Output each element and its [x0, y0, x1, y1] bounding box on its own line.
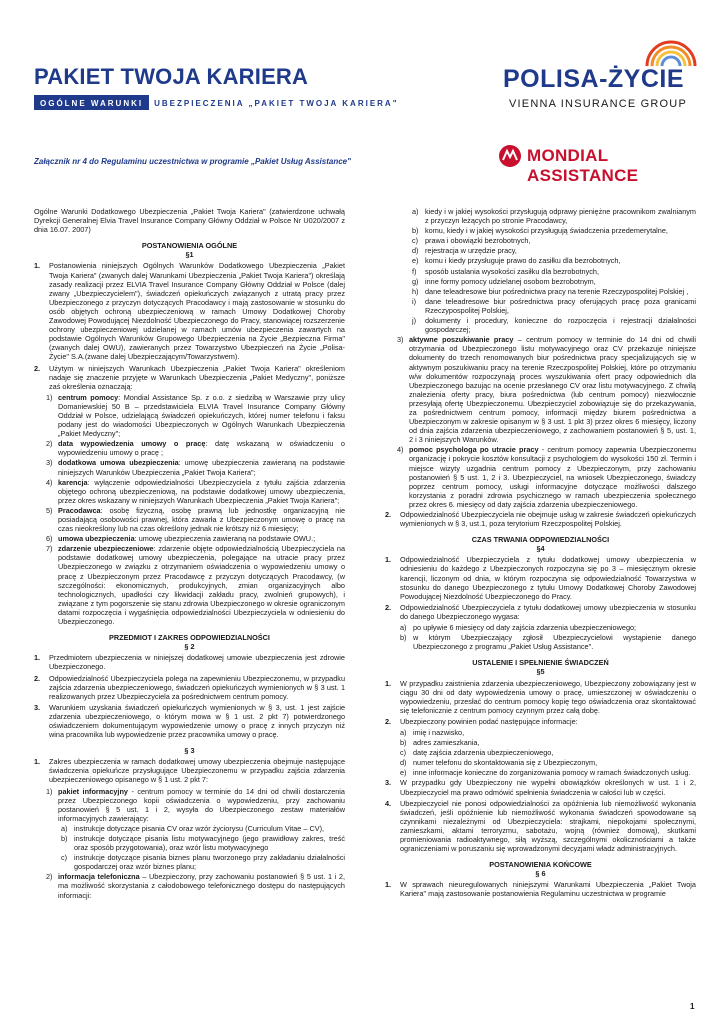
definition-item: 3) dodatkowa umowa ubezpieczenia: umowę ubezpieczenia zawieraną na podstawie niniejszych Warunków Ubezpieczenia „Pakiet Twoja Kariera"; [46, 458, 345, 477]
mondial-emblem-icon [498, 144, 522, 168]
subtitle-rest: UBEZPIECZENIA „PAKIET TWOJA KARIERA" [154, 99, 399, 108]
section-title: PRZEDMIOT I ZAKRES ODPOWIEDZIALNOŚCI [109, 633, 270, 643]
letter-item: j) dokumenty i procedury, konieczne do rozpoczęcia i rejestracji działalności gospodarczej; [412, 316, 696, 335]
numbered-item: 2. Odpowiedzialność Ubezpieczyciela z tytułu dodatkowej umowy ubezpieczenia w stosunku do danego Ubezpieczonego wygasa: [385, 602, 696, 621]
section-heading [34, 746, 345, 755]
page-number: 1 [690, 1002, 695, 1011]
letter-item: g) inne formy pomocy udzielanej osobom bezrobotnym, [412, 276, 596, 286]
left-column [34, 207, 345, 901]
definition-item: 1) pakiet informacyjny - centrum pomocy w terminie do 14 dni od chwili dostarczenia przez Ubezpieczonego kopii oświadczenia o wypowiedzeniu, przy zachowaniu postanowień § 5 ust. 1 i 2, wysyła do Ubezpieczonego zestaw materiałów informacyjnych zawierający: [46, 786, 345, 823]
numbered-item: 1. Przedmiotem ubezpieczenia w niniejszej dodatkowej umowie ubezpieczenia jest zdrowie Ubezpieczonego. [34, 653, 345, 672]
definition-item: 3) aktywne poszukiwanie pracy – centrum pomocy w terminie do 14 dni od chwili otrzymania od Ubezpieczonego listu motywacyjnego oraz CV przekazuje niniejsze dokumenty do trzech renomowanych biur pośrednictwa pracy specjalizujących się w aktywnym poszukiwaniu pracy na terenie Rzeczpospolitej Polskiej, które po otrzymaniu w/w dokumentów rozpoczynają proces wyszukiwania ofert pracy odpowiednich dla Ubezpieczonego bazując na ocenie przesłanego CV oraz listu motywacyjnego. Z chwilą znalezienia oferty pracy, biura pośrednictwa (lub centrum pomocy) niezwłocznie przesyłają ofertę Ubezpieczonemu. Ubezpieczyciel zobowiązuje się do przekazywania, za pośrednictwem centrum pomocy, informacji między biurem pośrednictwa a Ubezpieczonym w zakresie opisanym w § 3 ust. 1 pkt 3) przez okres 6 miesięcy, liczony od dnia zajścia zdarzenia ubezpieczeniowego, z zachowaniem postanowień § 5, ust. 1, 2 i 3 niniejszych Warunków. [397, 335, 696, 445]
letter-item: d) rejestracja w urzędzie pracy, [412, 246, 517, 256]
numbered-item: 1. Zakres ubezpieczenia w ramach dodatkowej umowy ubezpieczenia obejmuje następujące świadczenia opiekuńcze przysługujące Ubezpieczonemu w przypadku zajścia zdarzenia ubezpieczeniowego opisanego w § 1 ust. 2 pkt 7: [34, 757, 345, 785]
letter-item: c) datę zajścia zdarzenia ubezpieczeniowego, [400, 748, 554, 758]
letter-item: f) sposób ustalania wysokości zasiłku dla bezrobotnych, [412, 266, 600, 276]
section-number: § 6 [535, 869, 546, 879]
definition-item: 2) informacja telefoniczna – Ubezpieczony, przy zachowaniu postanowień § 5 ust. 1 i 2, ma możliwość skorzystania z całodobowego telefonicznego dostępu do następujących informacji: [46, 872, 345, 900]
letter-item: a) instrukcje dotyczące pisania CV oraz wzór życiorysu (Curriculum Vitae – CV), [61, 823, 325, 833]
definition-item: 5) Pracodawca: osobę fizyczną, osobę prawną lub jednostkę organizacyjną nie posiadającą osobowości prawnej, która zawarła z Ubezpieczonym umowę o pracę na czas nieokreślony lub na czas określony jednak nie krótszy niż 6 miesięcy; [46, 505, 345, 534]
numbered-item: 3. Warunkiem uzyskania świadczeń opiekuńczych wymienionych w § 3, ust. 1 jest zajście zdarzenia ubezpieczeniowego, o którym mowa w § 1 ust. 2 pkt 7) potwierdzonego oświadczeniem dokumentującym wypowiedzenie umowy o pracę z innych przyczyn niż wina pracownika lub wypowiedzenie przez pracownika umowy o pracę. [34, 702, 345, 740]
numbered-item: 2. Użytym w niniejszych Warunkach Ubezpieczenia „Pakiet Twoja Kariera" określeniom nadaje się znaczenie przyjęte w Warunkach Ubezpieczenia „Pakiet Medyczny", poniższe zaś określenia oznaczają: [34, 363, 345, 391]
section-heading [385, 535, 696, 553]
section-number: § 2 [184, 642, 195, 652]
numbered-item: 4. Ubezpieczyciel nie ponosi odpowiedzialności za opóźnienia lub niemożliwość wykonania świadczeń, jeśli opóźnienie lub niemożliwość wykonania świadczeń spowodowane są czynnikami niezależnymi od Ubezpieczyciela: strajkami, niepokojami społecznymi, zamieszkami, aktami terroryzmu, sabotażu, wojną (również domową), skutkami promieniowania radioaktywnego, siłą wyższą, szczególnymi okolicznościami a także ograniczeniami w poruszaniu się wprowadzonymi decyzjami władz administracyjnych. [385, 798, 696, 854]
definition-item: 7) zdarzenie ubezpieczeniowe: zdarzenie objęte odpowiedzialnością Ubezpieczyciela na podstawie dodatkowej umowy ubezpieczenia, polegające na utracie pracy przez Ubezpieczonego w związku z otrzymaniem oświadczenia o wypowiedzeniu umowy o pracę z Ubezpieczonym przez Pracodawcę z przyczyn dotyczących Pracodawcy, (w szczególności: ekonomicznych, produkcyjnych, zmian organizacyjnych albo technologicznych, upadłości czy likwidacji zakładu pracy, zwolnień grupowych), i związane z tym pogorszenie się stanu zdrowia Ubezpieczonego w okresie ograniczonym datami rozpoczęcia i wygaśnięcia odpowiedzialności Ubezpieczyciela w odniesieniu do Ubezpieczonego. [46, 544, 345, 627]
definition-item: 4) karencja: wyłączenie odpowiedzialności Ubezpieczyciela z tytułu zajścia zdarzenia objętego ochroną ubezpieczeniową, na podstawie dodatkowej umowy ubezpieczenia, przez okres wskazany w niniejszych Warunkach Ubezpieczenia „Pakiet Twoja Kariera"; [46, 477, 345, 505]
letter-item: c) instrukcje dotyczące pisania biznes planu tworzonego przy zakładaniu działalności gospodarczej oraz wzór biznes planu; [61, 853, 345, 872]
letter-item: a) imię i nazwisko, [400, 727, 465, 737]
letter-item: b) adres zamieszkania, [400, 738, 480, 748]
letter-item: b) instrukcje dotyczące pisania listu motywacyjnego (jego prawidłowy zakres, treść oraz sposób przygotowania), oraz wzór listu motywacyjnego [61, 834, 345, 853]
numbered-item: 1. W przypadku zaistnienia zdarzenia ubezpieczeniowego, Ubezpieczony zobowiązany jest w ciągu 30 dni od daty wypowiedzenia umowy o pracę, umieszczonej w oświadczeniu o wypowiedzeniu, przesłać do centrum pomocy kopię tego oświadczenia oraz skontaktować się telefonicznie z centrum pomocy czynnym przez całą dobę. [385, 678, 696, 715]
mondial-logo-text: MONDIAL ASSISTANCE [527, 146, 639, 185]
section-number: § 3 [184, 746, 195, 756]
right-column [385, 207, 696, 901]
intro-paragraph: Ogólne Warunki Dodatkowego Ubezpieczenia „Pakiet Twoja Kariera" (zatwierdzone uchwałą Dyrekcji Generalnej Elvia Travel Insurance Company Główny Oddział w Polsce Nr U020/2007 z dnia 16.07. 2007) [34, 207, 345, 235]
document-subtitle [34, 95, 399, 110]
letter-item: e) inne informacje konieczne do zorganizowania pomocy w ramach świadczonych usług. [400, 768, 691, 778]
letter-item: b) komu, kiedy i w jakiej wysokości przysługują świadczenia przedemerytalne, [412, 226, 668, 236]
definition-item: 2) data wypowiedzenia umowy o pracę: datę wskazaną w oświadczeniu o wypowiedzeniu umowy o pracę ; [46, 439, 345, 458]
letter-item: h) dane teleadresowe biur pośrednictwa pracy na terenie Rzeczypospolitej Polskiej , [412, 286, 689, 296]
section-title: CZAS TRWANIA ODPOWIEDZIALNOŚCI [471, 535, 610, 545]
letter-item: b) w którym Ubezpieczający zgłosił Ubezpieczycielowi wystąpienie danego Ubezpieczonego z programu „Pakiet Usług Assistance". [400, 633, 696, 652]
numbered-item: 1. W sprawach nieuregulowanych niniejszymi Warunkami Ubezpieczenia „Pakiet Twoja Kariera" mają zastosowanie postanowienia Regulaminu uczestnictwa w programie [385, 880, 696, 899]
mondial-assistance-logo [498, 144, 708, 185]
section-heading [34, 241, 345, 259]
definition-item: 1) centrum pomocy: Mondial Assistance Sp. z o.o. z siedzibą w Warszawie przy ulicy Domaniewskiej 50 B – przedstawiciela ELVIA Travel Insurance Company Główny Oddział w Polsce, udzielającą świadczeń opiekuńczych, której numer telefonu i faksu podany jest do wiadomości Ubezpieczonych w Ogólnych Warunkach Ubezpieczenia „Pakiet Medyczny"; [46, 392, 346, 439]
numbered-item: 3. W przypadku gdy Ubezpieczony nie wypełni obowiązków określonych w ust. 1 i 2, Ubezpieczyciel ma prawo odmówić spełnienia świadczenia w całości lub w części. [385, 778, 696, 797]
numbered-item: 2. Odpowiedzialność Ubezpieczyciela nie obejmuje usług w zakresie świadczeń opiekuńczych wymienionych w § 3, ust.1, poza terytorium Rzeczpospolitej Polskiej. [385, 510, 696, 529]
section-title: USTALENIE I SPEŁNIENIE ŚWIADCZEŃ [472, 658, 609, 668]
letter-item: a) po upływie 6 miesięcy od daty zajścia zdarzenia ubezpieczeniowego; [400, 623, 637, 633]
section-number: §1 [185, 250, 194, 260]
polisa-zycie-logo [503, 40, 703, 116]
section-title: POSTANOWIENIA OGÓLNE [141, 241, 238, 251]
section-title: POSTANOWIENIA KOŃCOWE [489, 860, 592, 870]
section-number: §5 [536, 667, 545, 677]
section-number: §4 [536, 544, 545, 554]
definition-item: 4) pomoc psychologa po utracie pracy - centrum pomocy zapewnia Ubezpieczonemu organizację i pokrycie kosztów konsultacji z psychologiem do wysokości 150 zł. Termin i miejsce wizyty uzgadnia centrum pomocy z Ubezpieczonym, przy zachowaniu postanowień § 5 ust. 1, 2 i 3. Ubezpieczyciel, na wniosek Ubezpieczonego, świadczy poprzez centrum pomocy, usługi informacyjne dotyczące możliwości dalszego korzystania z poradni zdrowia psychicznego w ramach ubezpieczenia społecznego przez okres 6. miesięcy od daty zajścia zdarzenia ubezpieczeniowego. [397, 445, 697, 509]
numbered-item: 1. Odpowiedzialność Ubezpieczyciela z tytułu dodatkowej umowy ubezpieczenia w odniesieniu do każdego z Ubezpieczonych rozpoczyna się po 3 – miesięcznym okresie karencji, liczonym od dnia, w którym rozpoczyna się odpowiedzialność Towarzystwa w stosunku do danego Ubezpieczonego z tytułu Umowy Dodatkowej Choroby Zawodowej Powodującej Niezdolność Ubezpieczonego do Pracy. [385, 555, 696, 601]
document-header [0, 0, 725, 185]
polisa-logo-text: POLISA-ŻYCIE [503, 65, 685, 93]
numbered-item: 2. Ubezpieczony powinien podać następujące informacje: [385, 716, 578, 726]
section-heading [385, 860, 696, 878]
numbered-item: 1. Postanowienia niniejszych Ogólnych Warunków Dodatkowego Ubezpieczenia „Pakiet Twoja Kariera" (zwanych dalej Warunkami Ubezpieczenia „Pakiet Twoja Kariera") określają zasady realizacji przez ELVIA Travel Insurance Company Główny Oddział w Polsce (dalej zwany „Ubezpieczycielem"), świadczeń opiekuńczych związanych z utratą pracy przez Ubezpieczonego z przyczyn dotyczących Pracodawcy i mają zastosowanie w stosunku do osób objętych ochroną ubezpieczeniową w ramach Umowy Dodatkowej Choroby Zawodowej Powodującej Niezdolność Ubezpieczonego do Pracy, stanowiącej rozszerzenie ochrony ubezpieczeniowej udzielanej w ramach umów ubezpieczenia zawartych na podstawie Ogólnych Warunków Grupowego Ubezpieczenia na Życie „Bezpieczna Firma" (zwanych dalej OWU), zawieranych przez Towarzystwo Ubezpieczeń na Życie „Polisa-Życie" S.A.(zwane dalej Ubezpieczającym/Towarzystwem). [34, 261, 345, 362]
letter-item: c) prawa i obowiązki bezrobotnych, [412, 236, 531, 246]
letter-item: a) kiedy i w jakiej wysokości przysługują odprawy pieniężne pracownikom zwalnianym z przyczyn leżących po stronie Pracodawcy, [412, 207, 696, 226]
vig-logo-text: VIENNA INSURANCE GROUP [509, 98, 687, 110]
numbered-item: 2. Odpowiedzialność Ubezpieczyciela polega na zapewnieniu Ubezpieczonemu, w przypadku zajścia zdarzenia ubezpieczeniowego, świadczeń opiekuńczych wymienionych w § 3 ust. 1 realizowanych przez Ubezpieczyciela za pośrednictwem centrum pomocy. [34, 673, 345, 701]
definition-item: 6) umowa ubezpieczenia: umowę ubezpieczenia zawieraną na podstawie OWU.; [46, 534, 316, 544]
annex-note: Załącznik nr 4 do Regulaminu uczestnictwa w programie „Pakiet Usług Assistance" [34, 157, 351, 166]
document-title: PAKIET TWOJA KARIERA [34, 64, 309, 89]
subtitle-highlight: OGÓLNE WARUNKI [34, 95, 149, 110]
section-heading [34, 633, 345, 651]
letter-item: e) komu i kiedy przysługuje prawo do zasiłku dla bezrobotnych, [412, 256, 621, 266]
section-heading [385, 658, 696, 676]
letter-item: d) numer telefonu do skontaktowania się z Ubezpieczonym, [400, 758, 598, 768]
letter-item: i) dane teleadresowe biur pośrednictwa pracy oferujących pracę poza granicami Rzeczypospolitej Polskiej, [412, 296, 696, 315]
sun-arc-icon [641, 40, 701, 66]
